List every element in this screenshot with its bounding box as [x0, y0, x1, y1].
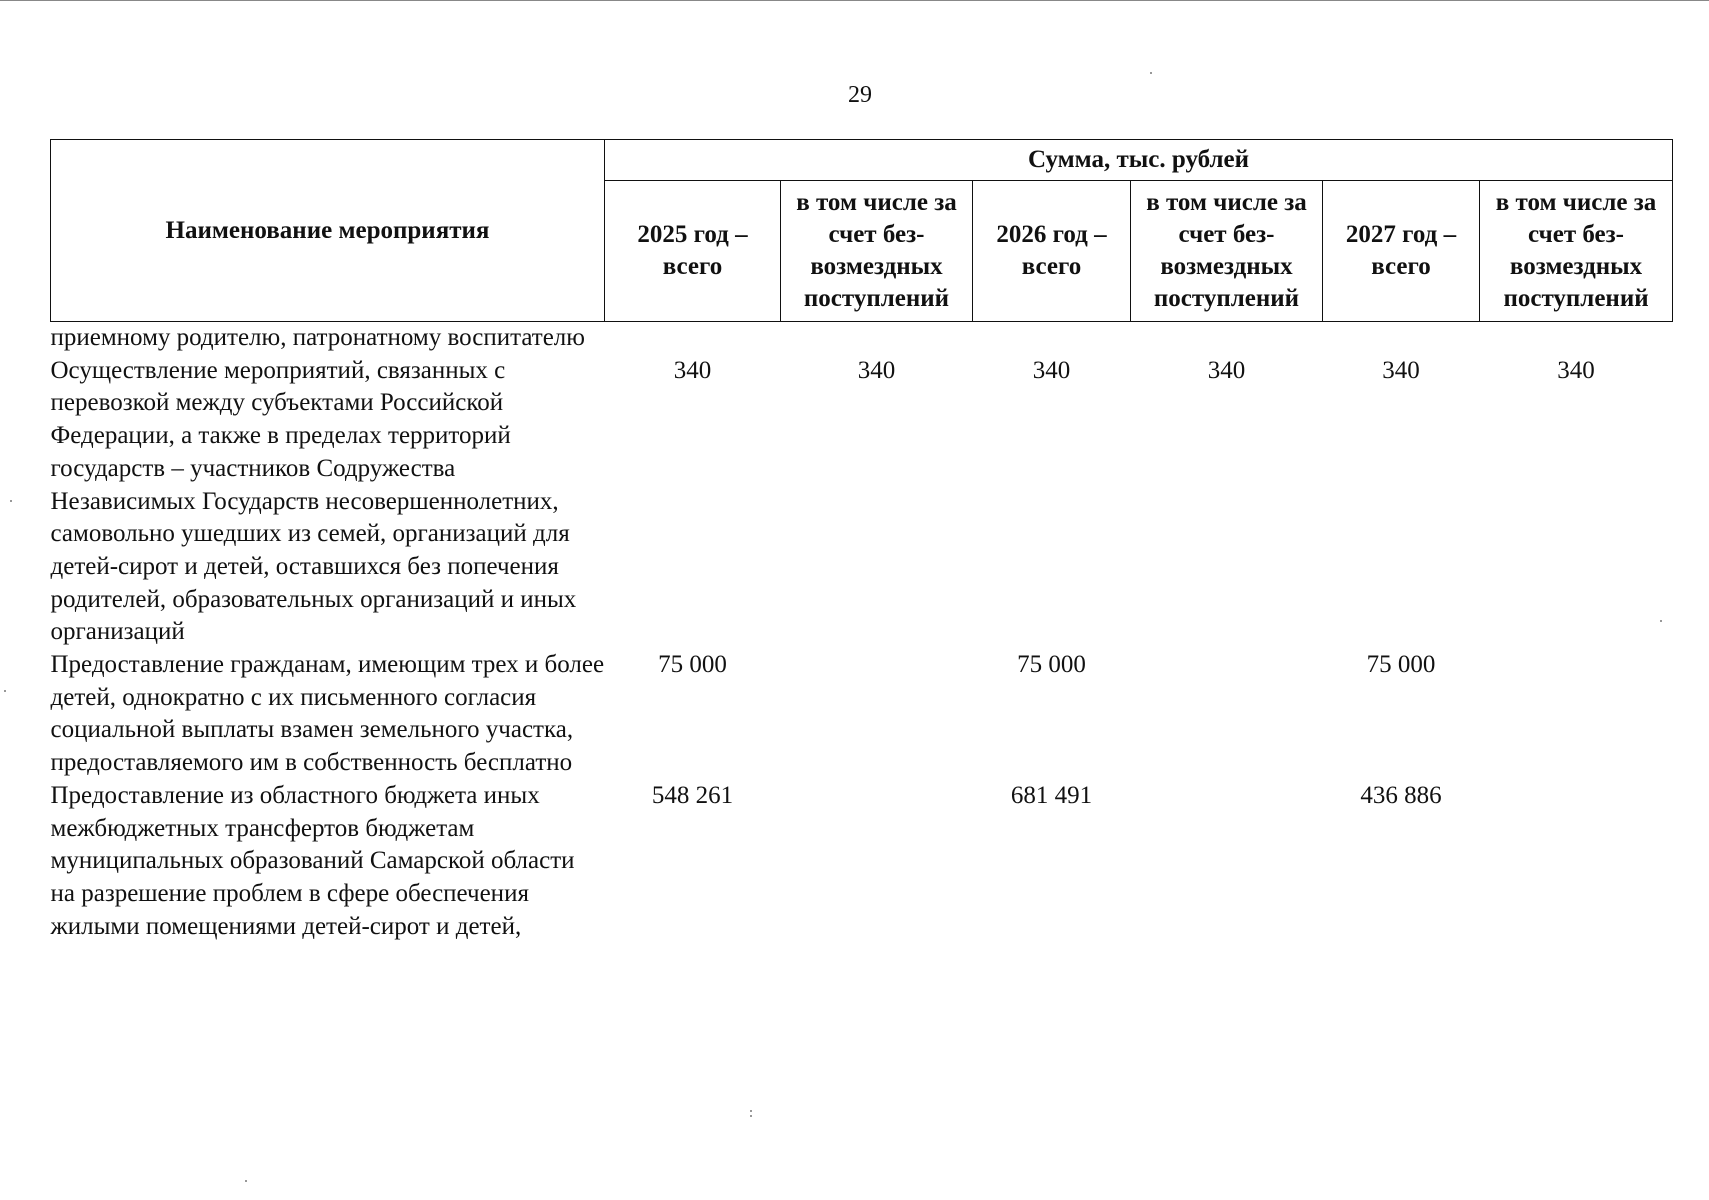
header-2026-total: 2026 год – всего [973, 181, 1131, 322]
row-name: приемному родителю, патронатному воспитателю [50, 324, 585, 351]
value-2025-total: 340 [673, 356, 712, 384]
scan-edge [0, 0, 1709, 1]
scan-speck [245, 1180, 247, 1182]
scan-speck [750, 1110, 752, 1112]
table-row [51, 649, 1673, 780]
page-number: 29 [848, 82, 872, 108]
table-row [51, 780, 1673, 944]
scan-speck [4, 690, 6, 692]
value-2026-total: 75 000 [1017, 651, 1086, 679]
value-2025-gratis [781, 780, 973, 944]
value-2026-gratis [1131, 322, 1323, 355]
header-name-column: Наименование мероприятия [51, 140, 605, 322]
value-2026-gratis: 340 [1207, 356, 1246, 384]
header-2027-gratis: в том числе за счет без- возмездных поступлений [1480, 181, 1673, 322]
scan-speck [10, 500, 12, 502]
value-2026-total [973, 322, 1131, 355]
header-2027-total: 2027 год – всего [1323, 181, 1480, 322]
value-2026-total: 340 [1032, 356, 1071, 384]
value-2027-total: 436 886 [1360, 781, 1442, 809]
header-2026-gratis: в том числе за счет без- возмездных поступлений [1131, 181, 1323, 322]
table-row [51, 355, 1673, 649]
value-2027-gratis [1480, 322, 1673, 355]
value-2025-total [605, 322, 781, 355]
scan-speck [1660, 620, 1662, 622]
value-2027-gratis [1480, 649, 1673, 780]
value-2026-gratis [1131, 649, 1323, 780]
value-2025-total: 548 261 [651, 781, 734, 809]
header-sum-group: Сумма, тыс. рублей [605, 140, 1673, 181]
row-name: Осуществление мероприятий, связанных с перевозкой между субъектами Российской Федерации, а также в пределах территорий государств – участников Содружества Независимых Государств несовершеннолетних, самовольно ушедших из семей, организаций для детей-сирот и детей, оставшихся без попечения родителей, образовательных организаций и иных организаций [50, 356, 577, 646]
row-name: Предоставление гражданам, имеющим трех и более детей, однократно с их письменного согласия социальной выплаты взамен земельного участка, предоставляемого им в собственность бесплатно [50, 651, 605, 777]
value-2025-gratis [781, 322, 973, 355]
value-2026-total: 681 491 [1010, 781, 1093, 809]
row-name: Предоставление из областного бюджета иных межбюджетных трансфертов бюджетам муниципальных образований Самарской области на разрешение проблем в сфере обеспечения жилыми помещениями детей-сирот и детей, [50, 781, 575, 940]
value-2025-gratis: 340 [857, 356, 896, 384]
value-2026-gratis [1131, 780, 1323, 944]
value-2027-total: 340 [1382, 356, 1420, 384]
value-2027-total [1323, 322, 1480, 355]
value-2025-gratis [781, 649, 973, 780]
value-2027-gratis: 340 [1557, 356, 1595, 384]
table-row [51, 322, 1673, 355]
header-2025-gratis: в том числе за счет без- возмездных поступлений [781, 181, 973, 322]
value-2027-gratis [1480, 780, 1673, 944]
header-2025-total: 2025 год – всего [605, 181, 781, 322]
budget-table [50, 139, 1673, 943]
scan-speck [750, 1115, 752, 1117]
scan-speck [1150, 72, 1152, 74]
value-2025-total: 75 000 [658, 651, 727, 679]
value-2027-total: 75 000 [1366, 651, 1436, 679]
